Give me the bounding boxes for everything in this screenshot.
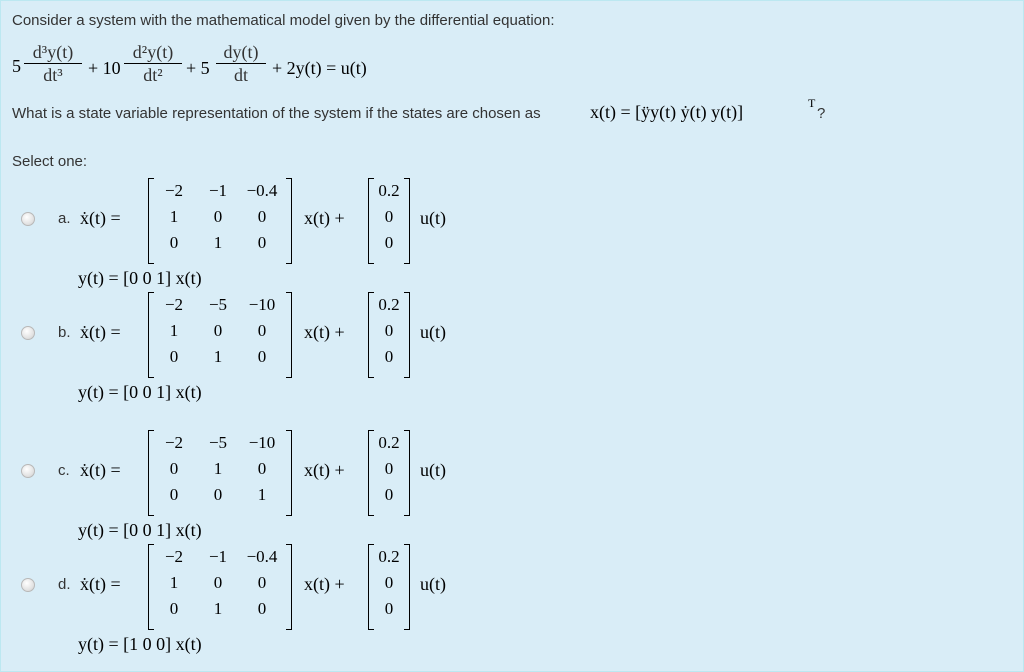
matrix-a-cell: 0: [169, 459, 179, 478]
eq-num-3: dy(t): [223, 42, 259, 62]
matrix-a-cell: 0: [213, 485, 223, 504]
answer-radio[interactable]: [21, 464, 35, 478]
matrix-a-cell: 0: [257, 347, 267, 366]
vector-b-cell: 0.2: [378, 181, 400, 200]
eq-num-2: d²y(t): [132, 42, 174, 62]
matrix-a-cell: 1: [169, 207, 179, 226]
matrix-a-cell: 0: [169, 347, 179, 366]
matrix-right-bracket: [286, 430, 292, 516]
option-output-equation: y(t) = [1 0 0] x(t): [78, 634, 202, 654]
matrix-a-cell: 1: [213, 459, 223, 478]
matrix-a-cell: −1: [208, 547, 228, 566]
matrix-a-cell: 0: [213, 321, 223, 340]
matrix-right-bracket: [286, 292, 292, 378]
vector-b-cell: 0: [384, 207, 394, 226]
option-mid: x(t) +: [304, 574, 345, 594]
answer-radio[interactable]: [21, 326, 35, 340]
eq-fraction-3rd: [24, 42, 82, 85]
matrix-a-cell: −2: [164, 547, 184, 566]
question-intro: Consider a system with the mathematical model given by the differential equation:: [12, 12, 555, 29]
option-lhs: ẋ(t) =: [80, 322, 121, 342]
vector-b-cell: 0: [384, 321, 394, 340]
matrix-a-cell: −5: [208, 433, 228, 452]
question-prompt-text: What is a state variable representation of the system if the states are chosen as: [12, 105, 541, 122]
matrix-a-cell: 1: [213, 233, 223, 252]
vector-b-cell: 0: [384, 485, 394, 504]
option-output-equation: y(t) = [0 0 1] x(t): [78, 382, 202, 402]
matrix-a-cell: 1: [257, 485, 267, 504]
matrix-right-bracket: [286, 178, 292, 264]
option-input: u(t): [420, 208, 446, 228]
vector-b-cell: 0.2: [378, 295, 400, 314]
eq-fraction-2nd: [124, 42, 182, 85]
matrix-a-cell: −2: [164, 433, 184, 452]
eq-den-3: dt: [233, 65, 248, 85]
matrix-a-cell: −1: [208, 181, 228, 200]
option-mid: x(t) +: [304, 460, 345, 480]
matrix-a-cell: 0: [257, 599, 267, 618]
matrix-a-cell: 0: [169, 233, 179, 252]
option-letter: d.: [58, 576, 71, 593]
matrix-a-cell: 1: [169, 321, 179, 340]
eq-rest: + 2y(t) = u(t): [272, 58, 367, 78]
matrix-a-cell: −10: [248, 433, 276, 452]
matrix-a-cell: 0: [257, 459, 267, 478]
option-output-equation: y(t) = [0 0 1] x(t): [78, 268, 202, 288]
question-prompt-sup: T: [808, 96, 816, 110]
option-letter: a.: [58, 210, 71, 227]
matrix-a-cell: −10: [248, 295, 276, 314]
option-mid: x(t) +: [304, 322, 345, 342]
matrix-a-cell: −0.4: [246, 181, 278, 200]
matrix-a-cell: −2: [164, 181, 184, 200]
option-output-equation: y(t) = [0 0 1] x(t): [78, 520, 202, 540]
answer-radio[interactable]: [21, 212, 35, 226]
question-prompt-end: ?: [817, 105, 826, 122]
option-letter: c.: [58, 462, 70, 479]
option-lhs: ẋ(t) =: [80, 208, 121, 228]
matrix-a-cell: 1: [213, 347, 223, 366]
eq-num-1: d³y(t): [32, 42, 74, 62]
option-mid: x(t) +: [304, 208, 345, 228]
matrix-right-bracket: [286, 544, 292, 630]
matrix-a-cell: −2: [164, 295, 184, 314]
vector-b-cell: 0.2: [378, 433, 400, 452]
matrix-a-cell: 0: [257, 207, 267, 226]
matrix-a-cell: 1: [213, 599, 223, 618]
matrix-a-cell: 0: [213, 573, 223, 592]
matrix-a-cell: 0: [257, 573, 267, 592]
answer-radio[interactable]: [21, 578, 35, 592]
eq-den-1: dt³: [43, 65, 63, 85]
vector-b-cell: 0: [384, 599, 394, 618]
matrix-a-cell: 0: [169, 485, 179, 504]
matrix-a-cell: −5: [208, 295, 228, 314]
matrix-a-cell: 0: [257, 321, 267, 340]
select-one-label: Select one:: [12, 153, 88, 170]
eq-den-2: dt²: [143, 65, 163, 85]
option-input: u(t): [420, 460, 446, 480]
matrix-a-cell: −0.4: [246, 547, 278, 566]
vector-b-cell: 0: [384, 459, 394, 478]
vector-b-cell: 0: [384, 573, 394, 592]
option-lhs: ẋ(t) =: [80, 574, 121, 594]
eq-coef-1: 5: [12, 56, 21, 76]
vector-b-cell: 0: [384, 347, 394, 366]
matrix-a-cell: 1: [169, 573, 179, 592]
question-prompt-math: x(t) = [ÿy(t) ẏ(t) y(t)]: [590, 102, 744, 122]
vector-b-cell: 0.2: [378, 547, 400, 566]
eq-fraction-1st: [216, 42, 266, 85]
option-letter: b.: [58, 324, 71, 341]
matrix-a-cell: 0: [169, 599, 179, 618]
vector-b-cell: 0: [384, 233, 394, 252]
option-lhs: ẋ(t) =: [80, 460, 121, 480]
eq-plus-1: + 10: [88, 58, 121, 78]
matrix-a-cell: 0: [213, 207, 223, 226]
option-input: u(t): [420, 322, 446, 342]
matrix-a-cell: 0: [257, 233, 267, 252]
option-input: u(t): [420, 574, 446, 594]
eq-plus-2: + 5: [186, 58, 210, 78]
